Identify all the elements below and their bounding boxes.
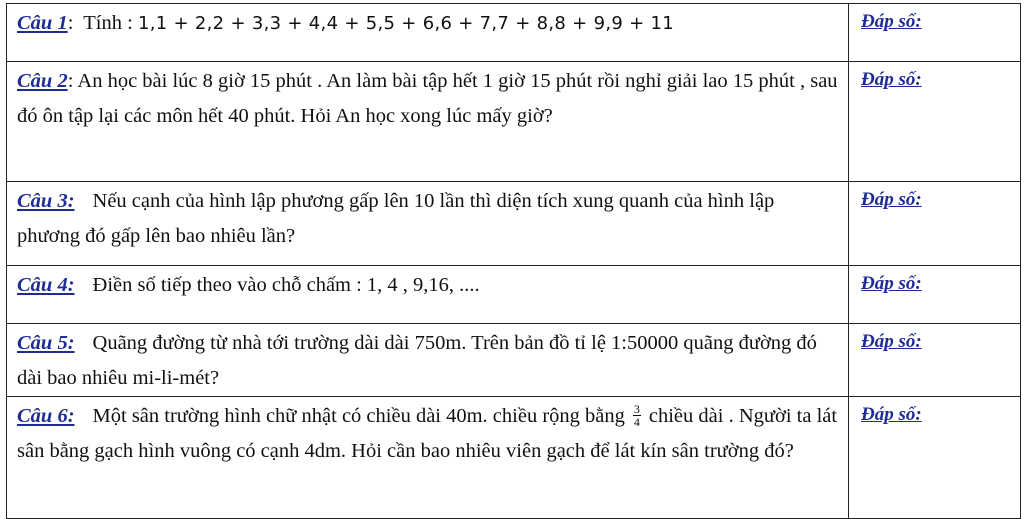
question-table: [6, 3, 1021, 519]
question-row-3: [7, 182, 1021, 266]
question-row-1: [7, 4, 1021, 62]
answer-label: Đáp số:: [861, 273, 922, 294]
answer-cell: [849, 397, 1021, 519]
question-row-2: [7, 62, 1021, 182]
answer-label: Đáp số:: [861, 404, 922, 425]
answer-label: Đáp số:: [861, 69, 922, 90]
question-label: Câu 4:: [17, 274, 75, 296]
answer-label: Đáp số:: [861, 331, 922, 352]
question-body: : An học bài lúc 8 giờ 15 phút . An làm bài tập hết 1 giờ 15 phút rồi nghỉ giải lao 15 phút , sau đó ôn tập lại các môn hết 40 phút. Hỏi An học xong lúc mấy giờ?: [17, 70, 838, 127]
question-label: Câu 1: [17, 12, 68, 34]
question-row-4: [7, 266, 1021, 324]
question-cell: [7, 62, 849, 182]
question-text: [17, 184, 842, 254]
question-body-end: chiều dài . Người ta lát sân bằng gạch hình vuông có cạnh 4dm. Hỏi cần bao nhiêu viên gạch để lát kín sân trường đó?: [17, 405, 838, 462]
fraction: [633, 403, 641, 428]
question-text: [17, 64, 842, 134]
question-label: Câu 6:: [17, 405, 75, 427]
question-row-6: [7, 397, 1021, 519]
answer-cell: [849, 182, 1021, 266]
question-text: [17, 268, 842, 303]
answer-cell: [849, 62, 1021, 182]
answer-label: Đáp số:: [861, 11, 922, 32]
question-cell: [7, 4, 849, 62]
question-body-start: Một sân trường hình chữ nhật có chiều dài 40m. chiều rộng bằng: [92, 405, 625, 427]
answer-cell: [849, 266, 1021, 324]
answer-label: Đáp số:: [861, 189, 922, 210]
question-cell: [7, 324, 849, 397]
question-body: Nếu cạnh của hình lập phương gấp lên 10 lần thì diện tích xung quanh của hình lập phương đó gấp lên bao nhiêu lần?: [17, 190, 775, 247]
question-body: Điền số tiếp theo vào chỗ chấm : 1, 4 , 9,16, ....: [92, 274, 480, 296]
answer-cell: [849, 4, 1021, 62]
question-text: [17, 326, 842, 396]
question-label: Câu 3:: [17, 190, 75, 212]
question-cell: [7, 397, 849, 519]
question-row-5: [7, 324, 1021, 397]
question-text: [17, 6, 842, 41]
fraction-denominator: 4: [633, 414, 640, 429]
question-label: Câu 2: [17, 70, 68, 92]
question-body: Quãng đường từ nhà tới trường dài dài 750m. Trên bản đồ tỉ lệ 1:50000 quãng đường đó dài bao nhiêu mi-li-mét?: [17, 332, 817, 389]
question-label: Câu 5:: [17, 332, 75, 354]
fraction-numerator: 3: [633, 401, 640, 416]
question-text: [17, 399, 842, 469]
question-body: : Tính :: [67, 12, 138, 34]
question-cell: [7, 182, 849, 266]
answer-cell: [849, 324, 1021, 397]
math-expression: 1,1 + 2,2 + 3,3 + 4,4 + 5,5 + 6,6 + 7,7 + 8,8 + 9,9 + 11: [137, 13, 675, 34]
question-cell: [7, 266, 849, 324]
